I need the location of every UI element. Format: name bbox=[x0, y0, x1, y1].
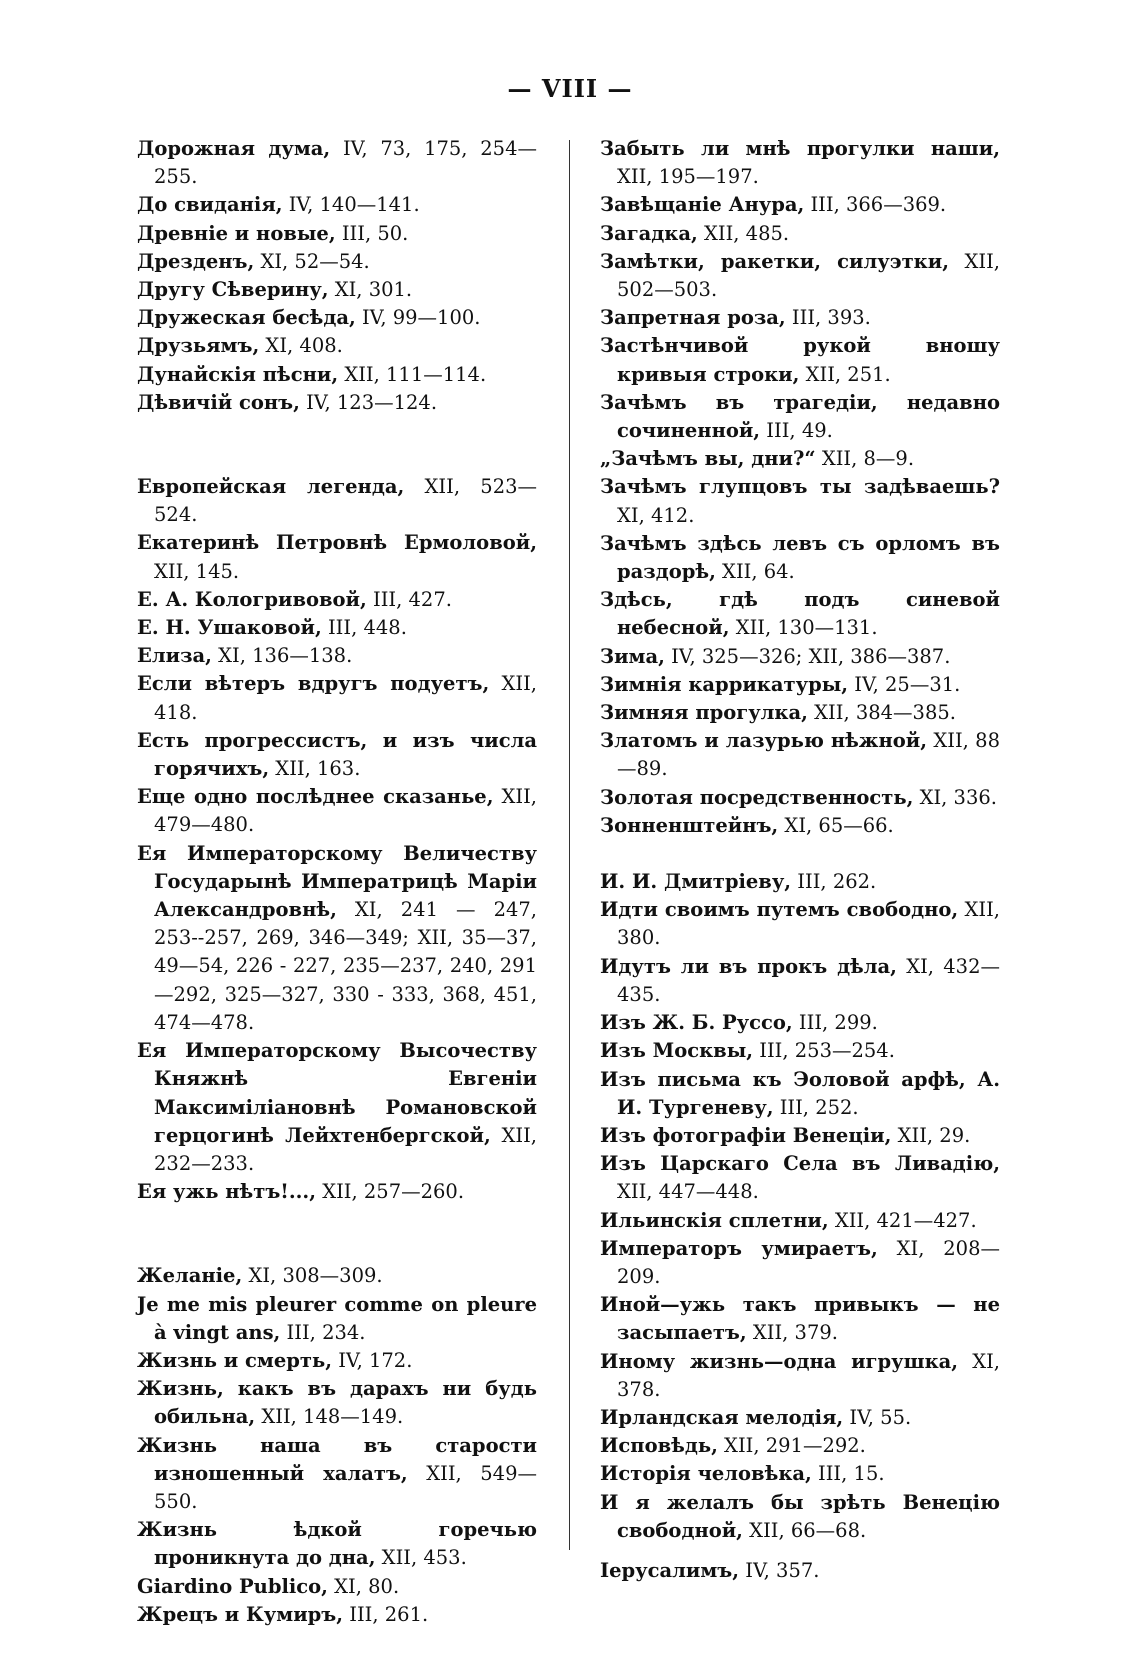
entry-title: Здѣсь, гдѣ подъ синевой небесной, bbox=[600, 588, 1000, 640]
entry-references: XII, 66—68. bbox=[742, 1518, 867, 1542]
entry-title: „Зачѣмъ вы, дни?“ bbox=[600, 447, 816, 471]
entry-references: XII, 251. bbox=[799, 362, 891, 386]
index-entry bbox=[137, 642, 537, 670]
entry-references: XII, 421—427. bbox=[828, 1208, 977, 1232]
entry-title: Запретная роза, bbox=[600, 306, 786, 330]
entry-title: Ильинскія сплетни, bbox=[600, 1208, 829, 1232]
entry-title: Золотая посредственность, bbox=[600, 785, 914, 809]
entry-references: XI, 241 — 247, 253--257, 269, 346—349; XII, 35—37, 49—54, 226 - 227, 235—237, 240, 291—292, 325—327, 330 - 333, 368, 451, 474—478. bbox=[154, 898, 537, 1034]
entry-title: Замѣтки, ракетки, силуэтки, bbox=[600, 249, 949, 273]
index-entry bbox=[600, 784, 1000, 812]
entry-title: Зонненштейнъ, bbox=[600, 813, 779, 837]
entry-title: Ея ужь нѣтъ!..., bbox=[137, 1180, 316, 1204]
index-entry bbox=[600, 248, 1000, 304]
index-entry bbox=[137, 670, 537, 726]
entry-references: III, 234. bbox=[280, 1320, 366, 1344]
entry-title: Европейская легенда, bbox=[137, 475, 405, 499]
entry-references: IV, 357. bbox=[739, 1558, 820, 1582]
index-entry bbox=[137, 332, 537, 360]
entry-references: IV, 99—100. bbox=[355, 306, 481, 330]
index-entry bbox=[600, 953, 1000, 1009]
entry-title: Жизнь, какъ въ дарахъ ни будь обильна, bbox=[137, 1377, 537, 1429]
column-divider bbox=[569, 140, 570, 1550]
entry-references: III, 50. bbox=[335, 221, 409, 245]
entry-title: Жизнь наша въ старости изношенный халатъ, bbox=[137, 1433, 537, 1485]
entry-references: III, 49. bbox=[760, 419, 833, 443]
index-entry bbox=[137, 276, 537, 304]
index-entry bbox=[600, 1404, 1000, 1432]
index-entry bbox=[137, 1432, 537, 1517]
index-entry bbox=[600, 1207, 1000, 1235]
entry-references: XII, 29. bbox=[891, 1123, 971, 1147]
entry-title: Ея Императорскому Величеству Государынѣ Императрицѣ Маріи Александровнѣ, bbox=[137, 841, 537, 922]
entry-title: Иному жизнь—одна игрушка, bbox=[600, 1349, 959, 1373]
entry-references: XII, 379. bbox=[746, 1321, 838, 1345]
entry-references: XI, 136—138. bbox=[211, 644, 353, 668]
index-entry bbox=[600, 1432, 1000, 1460]
index-entry bbox=[137, 220, 537, 248]
entry-title: Златомъ и лазурью нѣжной, bbox=[600, 729, 928, 753]
entry-title: Изъ фотографіи Венеціи, bbox=[600, 1123, 892, 1147]
entry-references: XI, 336. bbox=[913, 785, 997, 809]
index-entry bbox=[137, 727, 537, 783]
index-entry bbox=[600, 530, 1000, 586]
entry-references: XII, 130—131. bbox=[729, 616, 878, 640]
index-entry bbox=[137, 135, 537, 191]
index-entry bbox=[600, 643, 1000, 671]
entry-references: III, 15. bbox=[811, 1462, 885, 1486]
entry-title: Застѣнчивой рукой вношу кривыя строки, bbox=[600, 334, 1000, 386]
entry-references: III, 448. bbox=[321, 616, 407, 640]
entry-title: Древніе и новые, bbox=[137, 221, 336, 245]
index-entry bbox=[137, 1375, 537, 1431]
index-entry bbox=[600, 1150, 1000, 1206]
entry-title: Жизнь и смерть, bbox=[137, 1348, 332, 1372]
index-entry bbox=[600, 1235, 1000, 1291]
entry-title: Зимнія каррикатуры, bbox=[600, 672, 849, 696]
entry-references: XII, 291—292. bbox=[717, 1434, 866, 1458]
entry-title: Дорожная дума, bbox=[137, 137, 331, 160]
index-entry bbox=[137, 304, 537, 332]
entry-references: XII, 479—480. bbox=[154, 785, 537, 837]
index-entry bbox=[600, 1489, 1000, 1545]
entry-references: XII, 257—260. bbox=[316, 1180, 465, 1204]
entry-title: Ирландская мелодія, bbox=[600, 1405, 844, 1429]
entry-references: III, 427. bbox=[366, 587, 452, 611]
page-number: — VIII — bbox=[507, 74, 633, 103]
entry-references: XI, 432—435. bbox=[617, 954, 1000, 1006]
entry-title: Дѣвичій сонъ, bbox=[137, 390, 300, 414]
index-entry bbox=[137, 361, 537, 389]
entry-references: IV, 140—141. bbox=[282, 193, 420, 217]
index-entry bbox=[137, 1347, 537, 1375]
entry-references: XI, 378. bbox=[617, 1349, 1000, 1401]
index-entry bbox=[137, 586, 537, 614]
entry-references: XII, 384—385. bbox=[807, 701, 956, 725]
entry-references: III, 299. bbox=[792, 1011, 878, 1035]
entry-title: Исповѣдь, bbox=[600, 1434, 718, 1458]
entry-title: Іерусалимъ, bbox=[600, 1558, 740, 1582]
index-entry bbox=[600, 389, 1000, 445]
entry-title: Желаніе, bbox=[137, 1264, 243, 1288]
index-entry bbox=[137, 1178, 537, 1206]
entry-title: Е. А. Кологривовой, bbox=[137, 587, 367, 611]
entry-references: III, 393. bbox=[785, 306, 871, 330]
index-entry bbox=[137, 1573, 537, 1601]
entry-title: Есть прогрессистъ, и изъ числа горячихъ, bbox=[137, 728, 537, 781]
entry-references: XII, 502—503. bbox=[617, 249, 1000, 302]
entry-references: XII, 549—550. bbox=[154, 1461, 537, 1513]
section-gap bbox=[600, 840, 1000, 868]
index-entry bbox=[137, 1601, 537, 1629]
entry-title: Другу Сѣверину, bbox=[137, 278, 329, 302]
entry-title: Зима, bbox=[600, 644, 665, 668]
entry-title: И я желалъ бы зрѣть Венецію свободной, bbox=[600, 1490, 1000, 1542]
entry-title: Иной—ужь такъ привыкъ — не засыпаетъ, bbox=[600, 1293, 1000, 1345]
entry-references: XII, 418. bbox=[154, 672, 538, 724]
entry-references: XI, 80. bbox=[327, 1574, 400, 1598]
index-entry bbox=[137, 529, 537, 585]
entry-references: IV, 172. bbox=[332, 1348, 413, 1372]
entry-title: Еще одно послѣднее сказанье, bbox=[137, 785, 494, 809]
index-column-left bbox=[137, 135, 537, 1629]
index-entry bbox=[600, 304, 1000, 332]
entry-references: XII, 111—114. bbox=[338, 362, 487, 386]
entry-references: XI, 412. bbox=[617, 503, 695, 527]
index-entry bbox=[137, 191, 537, 219]
index-entry bbox=[137, 1262, 537, 1290]
entry-title: Е. Н. Ушаковой, bbox=[137, 616, 322, 640]
entry-title: Если вѣтеръ вдругъ подуетъ, bbox=[137, 672, 490, 696]
entry-references: IV, 123—124. bbox=[299, 390, 438, 414]
entry-references: XII, 148—149. bbox=[255, 1405, 404, 1429]
entry-references: III, 262. bbox=[791, 870, 877, 894]
entry-title: И. И. Дмитріеву, bbox=[600, 870, 792, 894]
index-entry bbox=[600, 1557, 1000, 1585]
index-entry bbox=[600, 1122, 1000, 1150]
index-entry bbox=[600, 868, 1000, 896]
section-gap bbox=[600, 1545, 1000, 1557]
index-entry bbox=[600, 1460, 1000, 1488]
index-entry bbox=[600, 191, 1000, 219]
entry-title: Изъ Ж. Б. Руссо, bbox=[600, 1011, 793, 1035]
entry-references: XII, 447—448. bbox=[617, 1180, 759, 1204]
entry-title: Зачѣмъ въ трагедіи, недавно сочиненной, bbox=[600, 390, 1000, 443]
index-entry bbox=[137, 248, 537, 276]
entry-references: XII, 64. bbox=[715, 560, 795, 584]
entry-title: Дрезденъ, bbox=[137, 249, 255, 273]
entry-title: Загадка, bbox=[600, 221, 698, 245]
entry-references: XII, 232—233. bbox=[154, 1123, 537, 1175]
entry-title: Идутъ ли въ прокъ дѣла, bbox=[600, 954, 897, 978]
index-entry bbox=[600, 1291, 1000, 1347]
entry-title: Зимняя прогулка, bbox=[600, 701, 808, 725]
entry-references: IV, 73, 175, 254—255. bbox=[154, 137, 537, 189]
index-entry bbox=[600, 473, 1000, 529]
section-gap bbox=[137, 1206, 537, 1262]
entry-references: XI, 208—209. bbox=[617, 1236, 1000, 1288]
entry-title: Изъ Царскаго Села въ Ливадію, bbox=[600, 1152, 1000, 1176]
index-entry bbox=[600, 586, 1000, 642]
entry-references: XI, 408. bbox=[259, 334, 343, 358]
entry-title: Исторія человѣка, bbox=[600, 1462, 812, 1486]
entry-references: IV, 325—326; XII, 386—387. bbox=[664, 644, 951, 668]
entry-references: XII, 485. bbox=[697, 221, 790, 245]
index-entry bbox=[137, 840, 537, 1037]
entry-references: IV, 55. bbox=[843, 1405, 912, 1429]
index-entry bbox=[600, 896, 1000, 952]
entry-title: Друзьямъ, bbox=[137, 334, 260, 358]
index-entry bbox=[137, 783, 537, 839]
entry-title: Изъ Москвы, bbox=[600, 1039, 754, 1063]
entry-title: До свиданія, bbox=[137, 193, 283, 217]
entry-references: XII, 145. bbox=[154, 559, 240, 583]
entry-title: Жрецъ и Кумиръ, bbox=[137, 1602, 344, 1626]
entry-title: Жизнь ѣдкой горечью проникнута до дна, bbox=[137, 1518, 537, 1570]
entry-title: Зачѣмъ здѣсь левъ съ орломъ въ раздорѣ, bbox=[600, 531, 1000, 584]
entry-references: XII, 453. bbox=[375, 1546, 467, 1570]
index-entry bbox=[137, 389, 537, 417]
entry-references: XII, 523—524. bbox=[154, 475, 538, 527]
entry-references: III, 366—369. bbox=[804, 193, 947, 217]
entry-references: III, 252. bbox=[773, 1095, 859, 1119]
entry-title: Giardino Publico, bbox=[137, 1574, 328, 1598]
index-entry bbox=[600, 727, 1000, 783]
section-gap bbox=[137, 417, 537, 473]
index-entry bbox=[600, 699, 1000, 727]
index-entry bbox=[137, 1516, 537, 1572]
index-entry bbox=[137, 1291, 537, 1347]
entry-title: Дружеская бесѣда, bbox=[137, 306, 356, 330]
entry-title: Je me mis pleurer comme on pleure à vingt ans, bbox=[137, 1292, 537, 1344]
entry-references: XI, 65—66. bbox=[778, 813, 894, 837]
entry-references: III, 253—254. bbox=[753, 1039, 895, 1063]
entry-references: XII, 8—9. bbox=[815, 447, 915, 471]
entry-title: Екатеринѣ Петровнѣ Ермоловой, bbox=[137, 531, 537, 555]
index-entry bbox=[137, 473, 537, 529]
entry-title: Идти своимъ путемъ свободно, bbox=[600, 898, 959, 922]
entry-references: IV, 25—31. bbox=[848, 672, 961, 696]
index-entry bbox=[137, 1037, 537, 1178]
index-entry bbox=[600, 1009, 1000, 1037]
entry-references: XI, 308—309. bbox=[242, 1264, 383, 1288]
index-entry bbox=[600, 332, 1000, 388]
entry-references: XII, 88—89. bbox=[617, 729, 1000, 781]
entry-references: III, 261. bbox=[343, 1602, 429, 1626]
index-entry bbox=[600, 1066, 1000, 1122]
index-entry bbox=[600, 812, 1000, 840]
entry-title: Ея Императорскому Высочеству Княжнѣ Евгеніи Максиміліановнѣ Романовской герцогинѣ Лейхтенбергской, bbox=[137, 1039, 537, 1147]
index-entry bbox=[600, 445, 1000, 473]
entry-references: XI, 301. bbox=[328, 278, 413, 302]
entry-title: Императоръ умираетъ, bbox=[600, 1236, 878, 1260]
entry-references: XII, 195—197. bbox=[617, 165, 759, 189]
entry-title: Зачѣмъ глупцовъ ты задѣваешь? bbox=[600, 475, 1000, 499]
index-entry bbox=[137, 614, 537, 642]
index-entry bbox=[600, 1348, 1000, 1404]
index-column-right bbox=[600, 135, 1000, 1585]
entry-references: XII, 163. bbox=[269, 757, 361, 781]
index-entry bbox=[600, 671, 1000, 699]
entry-references: XII, 380. bbox=[617, 898, 1000, 950]
entry-title: Елиза, bbox=[137, 644, 212, 668]
index-entry bbox=[600, 220, 1000, 248]
entry-references: XI, 52—54. bbox=[254, 249, 370, 273]
index-entry bbox=[600, 135, 1000, 191]
entry-title: Завѣщаніе Анура, bbox=[600, 193, 805, 217]
entry-title: Дунайскія пѣсни, bbox=[137, 362, 339, 386]
entry-title: Изъ письма къ Эоловой арфѣ, А. И. Тургеневу, bbox=[600, 1067, 1000, 1119]
index-entry bbox=[600, 1037, 1000, 1065]
entry-title: Забыть ли мнѣ прогулки наши, bbox=[600, 137, 1000, 160]
